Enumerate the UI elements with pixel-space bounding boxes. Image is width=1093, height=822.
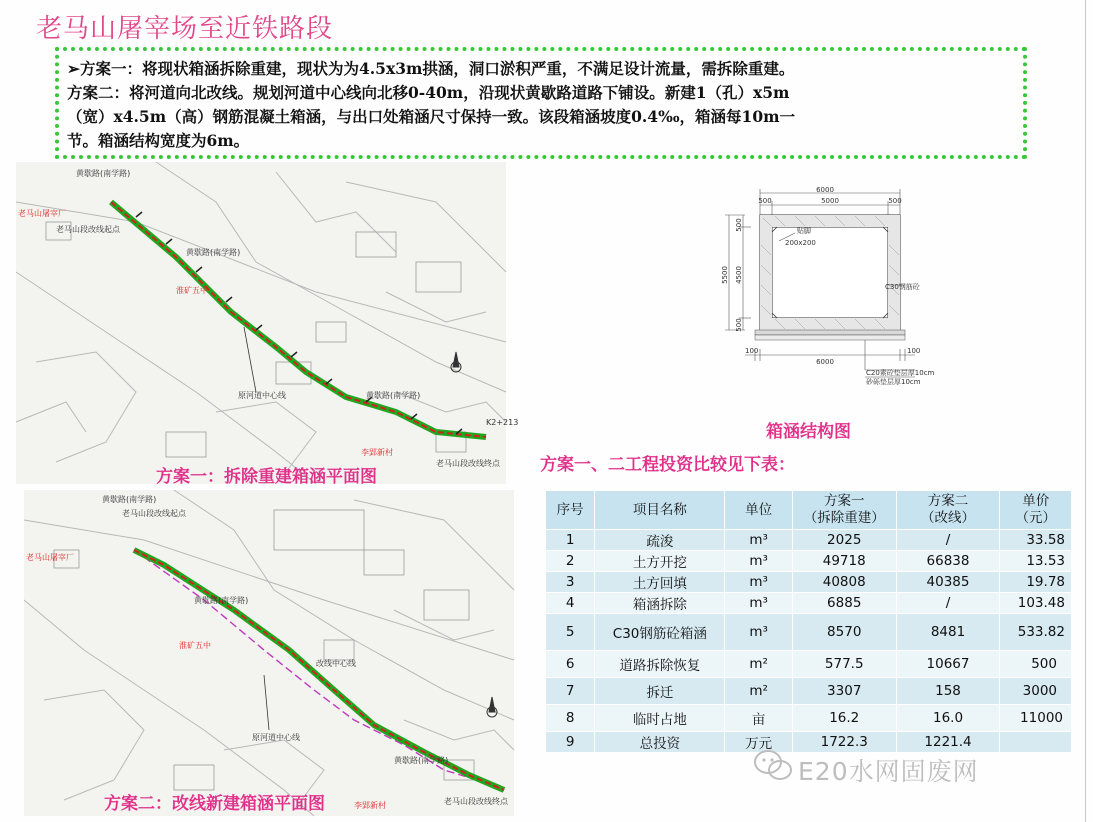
dim-bottom-left: 100 bbox=[745, 347, 759, 355]
map2-label-7: 黄歇路(南学路) bbox=[394, 756, 449, 765]
table-row bbox=[546, 651, 1071, 677]
plan2-text-line2: （宽）x4.5m（高）钢筋混凝土箱涵，与出口处箱涵尺寸保持一致。该段箱涵坡度0.4‰，箱涵每10m一 bbox=[67, 107, 796, 126]
dim-top-right: 500 bbox=[888, 197, 902, 205]
watermark-text bbox=[798, 752, 979, 788]
haunch-label: 贴脚 bbox=[797, 227, 811, 235]
box-culvert-diagram bbox=[715, 185, 935, 400]
note-gravel: 砂砾垫层厚10cm bbox=[866, 378, 921, 386]
slide-edge-rule bbox=[1085, 0, 1086, 822]
map2-label-3: 黄歇路(南学路) bbox=[194, 596, 249, 605]
cell-plan2: / bbox=[897, 593, 1000, 613]
plan2-text-line1: 方案二：将河道向北改线。规划河道中心线向北移0-40m，沿现状黄歇路道路下铺设。新建1（孔）x5m bbox=[67, 83, 790, 102]
cell-plan1: 8570 bbox=[793, 614, 896, 650]
map2-caption: 方案二：改线新建箱涵平面图 bbox=[104, 794, 325, 814]
cell-item: C30钢筋砼箱涵 bbox=[595, 614, 724, 650]
cell-plan1: 2025 bbox=[793, 530, 896, 550]
table-row bbox=[546, 551, 1071, 571]
plans-description-box bbox=[55, 47, 1027, 159]
table-row bbox=[546, 530, 1071, 550]
dim-bottom-total: 6000 bbox=[816, 358, 834, 366]
cell-price: 19.78 bbox=[1000, 572, 1071, 592]
map2-label-8: 老马山段改线终点 bbox=[444, 797, 508, 806]
map2-label-5: 改线中心线 bbox=[316, 659, 356, 668]
cell-no: 9 bbox=[546, 732, 594, 752]
cell-no: 1 bbox=[546, 530, 594, 550]
cell-item: 总投资 bbox=[595, 732, 724, 752]
cell-no: 2 bbox=[546, 551, 594, 571]
map2-label-0: 黄歇路(南学路) bbox=[102, 495, 157, 504]
dim-left-total: 5500 bbox=[721, 266, 729, 284]
cell-unit: 亩 bbox=[725, 705, 792, 731]
page-title: 老马山屠宰场至近铁路段 bbox=[36, 14, 334, 44]
cell-plan2: 1221.4 bbox=[897, 732, 1000, 752]
map1-label-3: 黄歇路(南学路) bbox=[186, 248, 241, 257]
cell-price: 500 bbox=[1000, 651, 1071, 677]
cell-item: 土方开挖 bbox=[595, 551, 724, 571]
dim-left-mid: 4500 bbox=[735, 266, 743, 284]
cell-plan1: 1722.3 bbox=[793, 732, 896, 752]
dim-left-top: 500 bbox=[735, 218, 743, 232]
table-row bbox=[546, 678, 1071, 704]
wechat-icon bbox=[752, 748, 794, 782]
cell-unit: m³ bbox=[725, 593, 792, 613]
cell-item: 箱涵拆除 bbox=[595, 593, 724, 613]
map1-label-2: 老马山段改线起点 bbox=[56, 225, 120, 234]
cell-price: 3000 bbox=[1000, 678, 1071, 704]
map2-label-1: 老马山屠宰厂 bbox=[26, 553, 74, 562]
cell-unit: m³ bbox=[725, 572, 792, 592]
header-plan2-line2: （改线） bbox=[921, 510, 976, 526]
cell-unit: m³ bbox=[725, 614, 792, 650]
map1-label-8: 老马山段改线终点 bbox=[436, 459, 500, 468]
map1-caption: 方案一：拆除重建箱涵平面图 bbox=[156, 467, 377, 487]
cell-plan1: 40808 bbox=[793, 572, 896, 592]
cell-no: 5 bbox=[546, 614, 594, 650]
map2-label-2: 老马山段改线起点 bbox=[122, 509, 186, 518]
dim-top-left: 500 bbox=[758, 197, 772, 205]
header-plan2 bbox=[897, 491, 1000, 529]
cell-no: 3 bbox=[546, 572, 594, 592]
cell-plan1: 49718 bbox=[793, 551, 896, 571]
cell-item: 道路拆除恢复 bbox=[595, 651, 724, 677]
cell-plan2: 10667 bbox=[897, 651, 1000, 677]
cell-unit: 万元 bbox=[725, 732, 792, 752]
map1-label-1: 老马山屠宰厂 bbox=[18, 209, 66, 218]
header-item: 项目名称 bbox=[595, 491, 724, 529]
box-culvert-drawing bbox=[715, 185, 935, 400]
dim-left-bot: 500 bbox=[735, 318, 743, 332]
dim-top-mid: 5000 bbox=[821, 197, 839, 205]
cell-plan2: 8481 bbox=[897, 614, 1000, 650]
map2-label-4: 淮矿五中 bbox=[179, 641, 211, 650]
header-plan1-line1: 方案一 bbox=[823, 493, 865, 509]
cell-unit: m² bbox=[725, 678, 792, 704]
cell-price: 33.58 bbox=[1000, 530, 1071, 550]
map1-label-6: 原河道中心线 bbox=[238, 391, 286, 400]
cell-plan2: / bbox=[897, 530, 1000, 550]
cell-plan2: 158 bbox=[897, 678, 1000, 704]
table-row bbox=[546, 705, 1071, 731]
table-row bbox=[546, 593, 1071, 613]
cell-item: 疏浚 bbox=[595, 530, 724, 550]
cell-no: 6 bbox=[546, 651, 594, 677]
cell-price: 533.82 bbox=[1000, 614, 1071, 650]
header-plan2-line1: 方案二 bbox=[927, 493, 969, 509]
cell-unit: m² bbox=[725, 651, 792, 677]
map2-label-6: 原河道中心线 bbox=[252, 733, 300, 742]
cell-plan2: 66838 bbox=[897, 551, 1000, 571]
cell-no: 4 bbox=[546, 593, 594, 613]
cell-plan1: 3307 bbox=[793, 678, 896, 704]
cell-no: 8 bbox=[546, 705, 594, 731]
map1-label-4: 淮矿五中 bbox=[176, 286, 208, 295]
map-plan2 bbox=[24, 490, 514, 816]
haunch-size-label: 200x200 bbox=[785, 239, 816, 247]
cell-price: 11000 bbox=[1000, 705, 1071, 731]
concrete-label: C30钢筋砼 bbox=[885, 283, 920, 291]
table-caption: 方案一、二工程投资比较见下表： bbox=[540, 455, 795, 475]
map-plan2-drawing bbox=[24, 490, 514, 816]
table-row bbox=[546, 614, 1071, 650]
table-header-row bbox=[546, 491, 1071, 529]
plan1-text: ➢方案一：将现状箱涵拆除重建，现状为为4.5x3m拱涵，洞口淤积严重，不满足设计流量，需拆除重建。 bbox=[67, 59, 795, 78]
header-price-line2: （元） bbox=[1015, 510, 1056, 526]
cell-price: 103.48 bbox=[1000, 593, 1071, 613]
cell-plan1: 6885 bbox=[793, 593, 896, 613]
map1-label-5: 黄歇路(南学路) bbox=[366, 391, 421, 400]
table-row bbox=[546, 572, 1071, 592]
cell-item: 拆迁 bbox=[595, 678, 724, 704]
cell-plan1: 16.2 bbox=[793, 705, 896, 731]
watermark-label: E20水网固废网 bbox=[798, 757, 979, 786]
header-no: 序号 bbox=[546, 491, 594, 529]
header-price bbox=[1000, 491, 1071, 529]
cell-unit: m³ bbox=[725, 530, 792, 550]
cell-price bbox=[1000, 732, 1071, 752]
map1-label-0: 黄歇路(南学路) bbox=[76, 169, 131, 178]
dim-top-total: 6000 bbox=[816, 186, 834, 194]
diagram-caption: 箱涵结构图 bbox=[766, 422, 851, 442]
map-plan1-drawing bbox=[16, 162, 506, 484]
map1-label-9: K2+213 bbox=[486, 418, 519, 427]
investment-comparison-table bbox=[545, 490, 1072, 753]
table-row bbox=[546, 732, 1071, 752]
header-plan1-line2: （拆除重建） bbox=[803, 510, 885, 526]
cell-plan2: 16.0 bbox=[897, 705, 1000, 731]
cell-price: 13.53 bbox=[1000, 551, 1071, 571]
map1-label-7: 李郢新村 bbox=[361, 448, 393, 457]
cell-plan2: 40385 bbox=[897, 572, 1000, 592]
cell-no: 7 bbox=[546, 678, 594, 704]
cell-item: 临时占地 bbox=[595, 705, 724, 731]
note-c20: C20素砼垫层厚10cm bbox=[866, 369, 935, 377]
cell-unit: m³ bbox=[725, 551, 792, 571]
plan2-text-line3: 节。箱涵结构宽度为6m。 bbox=[67, 131, 250, 150]
map-plan1 bbox=[16, 162, 519, 484]
header-plan1 bbox=[793, 491, 896, 529]
cell-item: 土方回填 bbox=[595, 572, 724, 592]
header-price-line1: 单价 bbox=[1022, 493, 1050, 509]
header-unit: 单位 bbox=[725, 491, 792, 529]
map2-label-9: 李郢新村 bbox=[354, 801, 386, 810]
dim-bottom-right: 100 bbox=[907, 347, 921, 355]
cell-plan1: 577.5 bbox=[793, 651, 896, 677]
